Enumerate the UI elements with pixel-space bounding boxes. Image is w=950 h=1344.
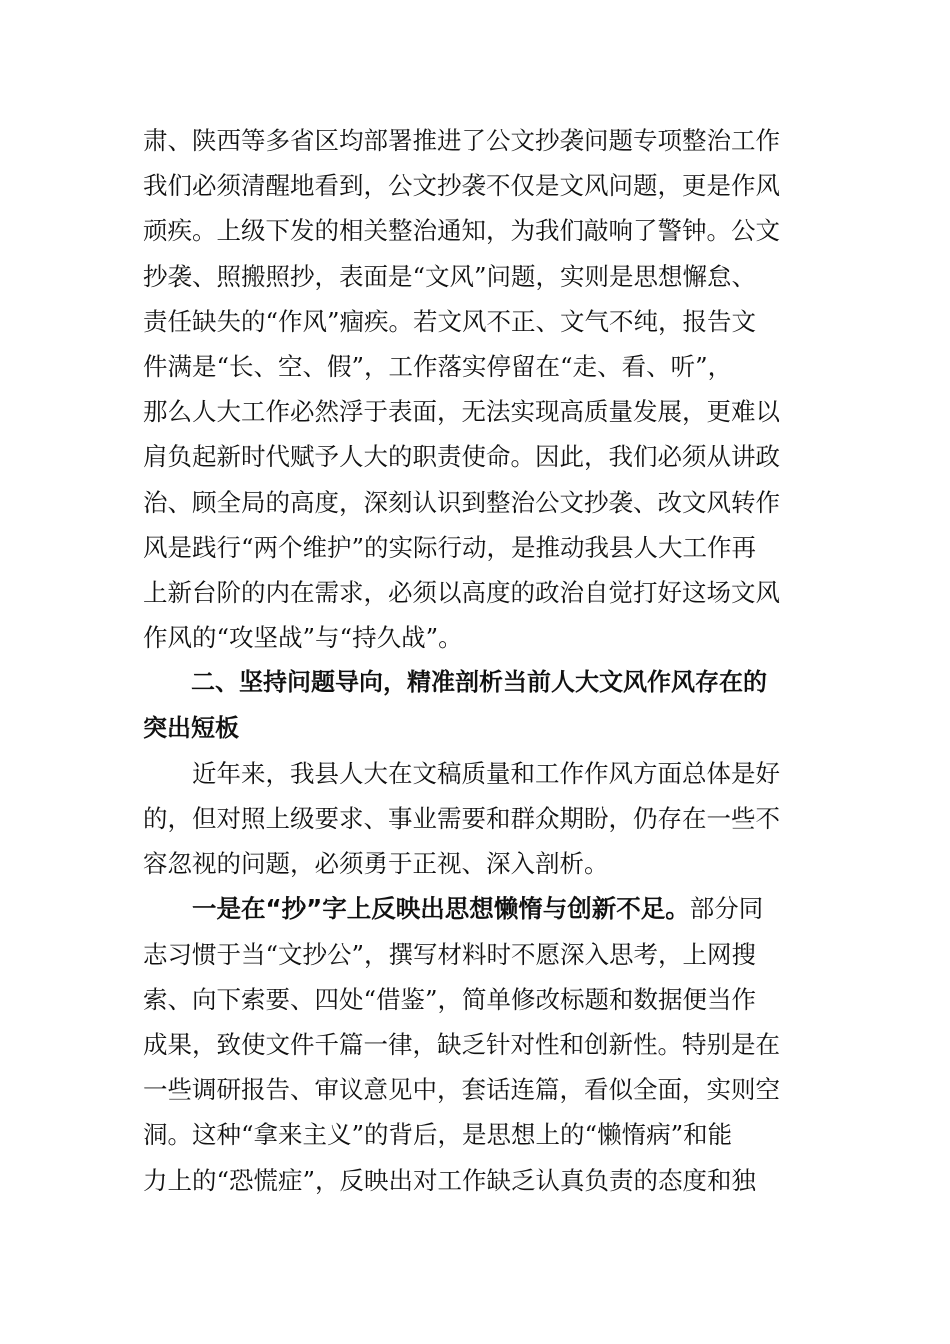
lead-line [143, 886, 808, 931]
paragraph-importance [143, 118, 808, 660]
text-line: 顽疾。上级下发的相关整治通知，为我们敲响了警钟。公文 [143, 216, 780, 246]
text-line: 的，但对照上级要求、事业需要和群众期盼，仍存在一些不 [143, 804, 780, 834]
text-line: 近年来，我县人大在文稿质量和工作作风方面总体是好 [192, 758, 780, 788]
text-line: 洞。这种“拿来主义”的背后，是思想上的“懒惰病”和能 [143, 1120, 733, 1150]
text-line: 索、向下索要、四处“借鉴”，简单修改标题和数据便当作 [143, 984, 757, 1014]
paragraph-copying-issue [143, 886, 808, 1202]
heading-line: 二、坚持问题导向，精准剖析当前人大文风作风存在的 [191, 668, 767, 697]
text-line: 那么人大工作必然浮于表面，无法实现高质量发展，更难以 [143, 397, 780, 427]
text-line: 风是践行“两个维护”的实际行动，是推动我县人大工作再 [143, 532, 757, 562]
text-line: 作风的“攻坚战”与“持久战”。 [143, 623, 463, 653]
text-line: 一些调研报告、审议意见中，套话连篇，看似全面，实则空 [143, 1075, 780, 1105]
text-line: 责任缺失的“作风”痼疾。若文风不正、文气不纯，报告文 [143, 306, 757, 336]
document-body [143, 118, 808, 1203]
text-line: 容忽视的问题，必须勇于正视、深入剖析。 [143, 849, 609, 879]
text-line: 成果，致使文件千篇一律，缺乏针对性和创新性。特别是在 [143, 1030, 780, 1060]
text-line: 肃、陕西等多省区均部署推进了公文抄袭问题专项整治工作 [143, 126, 780, 155]
text-line: 上新台阶的内在需求，必须以高度的政治自觉打好这场文风 [143, 578, 780, 608]
lead-sentence: 一是在“抄”字上反映出思想懒惰与创新不足。 [192, 894, 690, 924]
text-line: 力上的“恐慌症”，反映出对工作缺乏认真负责的态度和独 [143, 1165, 757, 1195]
text-line: 抄袭、照搬照抄，表面是“文风”问题，实则是思想懈怠、 [143, 261, 757, 291]
text-line: 我们必须清醒地看到，公文抄袭不仅是文风问题，更是作风 [143, 171, 780, 201]
lead-tail: 部分同 [689, 894, 764, 924]
text-line: 肩负起新时代赋予人大的职责使命。因此，我们必须从讲政 [143, 442, 780, 472]
text-line: 件满是“长、空、假”，工作落实停留在“走、看、听”， [143, 352, 733, 382]
paragraph-overview [143, 751, 808, 887]
heading-line: 突出短板 [143, 713, 239, 742]
text-line: 志习惯于当“文抄公”，撰写材料时不愿深入思考，上网搜 [143, 939, 757, 969]
text-line: 治、顾全局的高度，深刻认识到整治公文抄袭、改文风转作 [143, 487, 780, 517]
section-heading [143, 660, 808, 750]
